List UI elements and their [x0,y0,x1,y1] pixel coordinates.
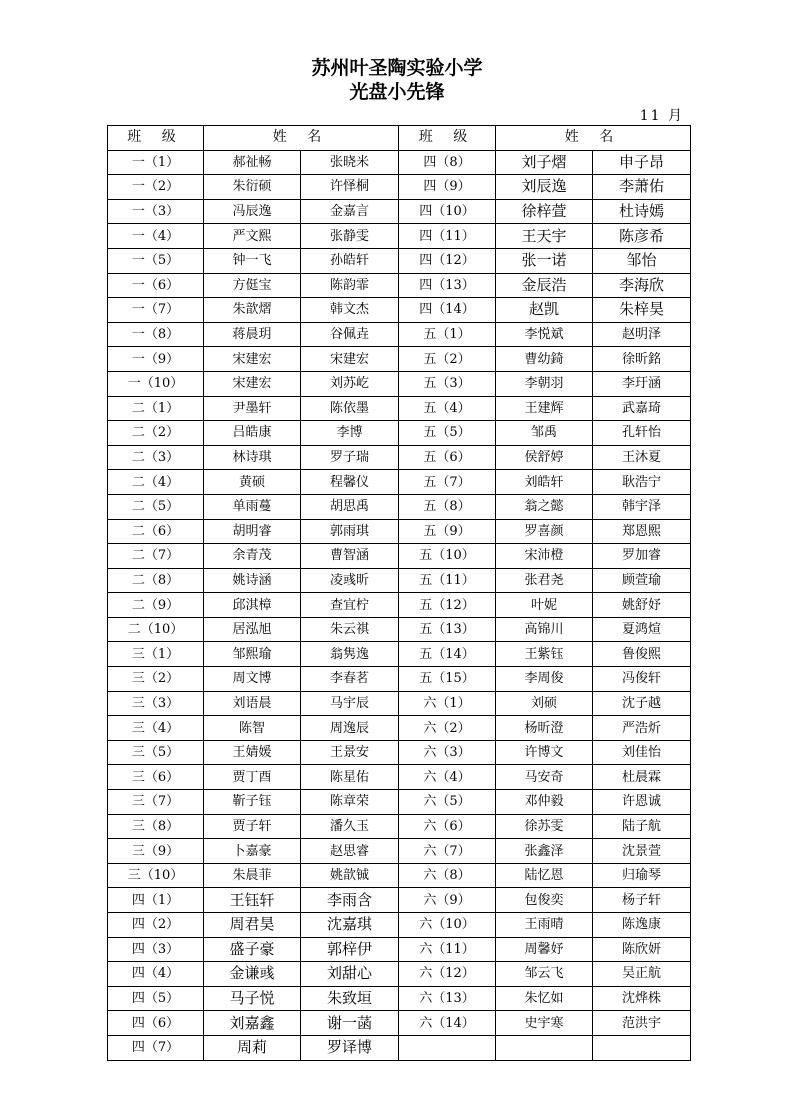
name-cell: 陈逸康 [593,913,691,938]
name-cell: 宋建宏 [204,347,301,372]
name-cell: 沈烨株 [593,986,691,1011]
class-cell: 一（8） [108,322,204,347]
name-cell: 沈嘉琪 [301,913,399,938]
table-row [108,863,691,888]
class-cell: 三（10） [108,863,204,888]
table-row [108,396,691,421]
table-row [108,913,691,938]
roster-table [107,125,691,1061]
name-cell: 朱云祺 [301,617,399,642]
name-cell: 王婧媛 [204,740,301,765]
class-cell: 五（12） [399,593,496,618]
name-cell: 谢一菡 [301,1011,399,1036]
class-cell: 二（8） [108,568,204,593]
class-cell [399,1035,496,1060]
class-cell: 四（8） [399,150,496,175]
class-cell: 六（8） [399,863,496,888]
name-cell: 刘苏屹 [301,371,399,396]
class-cell: 五（13） [399,617,496,642]
class-cell: 五（5） [399,421,496,446]
name-cell: 朱致垣 [301,986,399,1011]
table-row [108,150,691,175]
class-cell: 五（11） [399,568,496,593]
name-cell: 吴正航 [593,962,691,987]
name-cell: 鲁俊熙 [593,642,691,667]
name-cell: 陆子航 [593,814,691,839]
class-cell: 四（1） [108,888,204,913]
class-cell: 三（5） [108,740,204,765]
class-cell: 一（2） [108,175,204,200]
name-cell: 王建辉 [496,396,593,421]
class-cell: 四（14） [399,298,496,323]
name-cell: 翁隽逸 [301,642,399,667]
table-row [108,814,691,839]
table-row [108,691,691,716]
header-name-right: 姓 名 [496,126,691,151]
class-cell: 三（7） [108,790,204,815]
table-row [108,790,691,815]
name-cell: 王钰轩 [204,888,301,913]
class-cell: 三（6） [108,765,204,790]
name-cell: 韩宇泽 [593,494,691,519]
class-cell: 五（10） [399,544,496,569]
name-cell: 陈欣妍 [593,937,691,962]
name-cell: 邹熙瑜 [204,642,301,667]
table-row [108,642,691,667]
name-cell: 许怿桐 [301,175,399,200]
header-class-right: 班 级 [399,126,496,151]
header-name-left: 姓 名 [204,126,399,151]
class-cell: 三（2） [108,667,204,692]
name-cell: 单雨蔓 [204,494,301,519]
class-cell: 四（4） [108,962,204,987]
name-cell: 高锦川 [496,617,593,642]
class-cell: 四（10） [399,199,496,224]
table-row [108,519,691,544]
class-cell: 一（10） [108,371,204,396]
table-row [108,298,691,323]
table-row [108,199,691,224]
name-cell: 曹幼錡 [496,347,593,372]
name-cell: 朱歆熠 [204,298,301,323]
class-cell: 二（9） [108,593,204,618]
name-cell: 徐昕銘 [593,347,691,372]
class-cell: 六（7） [399,839,496,864]
name-cell: 李萧佑 [593,175,691,200]
table-row [108,494,691,519]
name-cell: 周逸辰 [301,716,399,741]
name-cell: 刘嘉鑫 [204,1011,301,1036]
table-row [108,248,691,273]
table-row [108,839,691,864]
name-cell: 罗加睿 [593,544,691,569]
name-cell: 孔轩怡 [593,421,691,446]
name-cell: 叶妮 [496,593,593,618]
name-cell: 郑恩熙 [593,519,691,544]
name-cell: 翁之懿 [496,494,593,519]
name-cell: 刘子熠 [496,150,593,175]
table-row [108,347,691,372]
name-cell: 李玗涵 [593,371,691,396]
name-cell: 李雨含 [301,888,399,913]
name-cell: 潘久玉 [301,814,399,839]
table-row [108,888,691,913]
name-cell: 邱淇樟 [204,593,301,618]
class-cell: 六（1） [399,691,496,716]
table-row [108,568,691,593]
table-row [108,175,691,200]
name-cell: 贾子轩 [204,814,301,839]
class-cell: 五（14） [399,642,496,667]
name-cell: 申子昂 [593,150,691,175]
name-cell: 刘辰逸 [496,175,593,200]
name-cell: 赵思睿 [301,839,399,864]
name-cell: 孙皓轩 [301,248,399,273]
name-cell: 李周俊 [496,667,593,692]
table-row [108,962,691,987]
name-cell: 陆忆恩 [496,863,593,888]
name-cell: 靳子钰 [204,790,301,815]
class-cell: 二（7） [108,544,204,569]
class-cell: 六（9） [399,888,496,913]
name-cell: 韩文杰 [301,298,399,323]
name-cell: 徐梓萱 [496,199,593,224]
name-cell [593,1035,691,1060]
header-class-left: 班 级 [108,126,204,151]
table-row [108,421,691,446]
table-header-row [108,126,691,151]
name-cell: 蒋晨玥 [204,322,301,347]
name-cell: 胡明睿 [204,519,301,544]
name-cell: 金辰浩 [496,273,593,298]
name-cell: 尹墨轩 [204,396,301,421]
table-row [108,371,691,396]
name-cell: 刘皓轩 [496,470,593,495]
page-title: 苏州叶圣陶实验小学 [311,57,483,79]
name-cell: 马宇辰 [301,691,399,716]
table-row [108,765,691,790]
name-cell: 周馨妤 [496,937,593,962]
name-cell: 张晓米 [301,150,399,175]
class-cell: 四（3） [108,937,204,962]
name-cell: 宋沛橙 [496,544,593,569]
class-cell: 一（1） [108,150,204,175]
name-cell: 杨昕澄 [496,716,593,741]
name-cell: 方侹宝 [204,273,301,298]
name-cell: 沈景萱 [593,839,691,864]
name-cell: 冯俊轩 [593,667,691,692]
name-cell: 许恩诚 [593,790,691,815]
table-row [108,1011,691,1036]
class-cell: 六（13） [399,986,496,1011]
class-cell: 三（9） [108,839,204,864]
class-cell: 一（6） [108,273,204,298]
name-cell: 胡思禹 [301,494,399,519]
class-cell: 三（3） [108,691,204,716]
class-cell: 三（1） [108,642,204,667]
name-cell: 邹禹 [496,421,593,446]
name-cell: 邓仲毅 [496,790,593,815]
name-cell: 王沐夏 [593,445,691,470]
name-cell: 凌彧昕 [301,568,399,593]
name-cell: 罗喜颜 [496,519,593,544]
name-cell: 郭梓伊 [301,937,399,962]
class-cell: 二（3） [108,445,204,470]
table-row [108,1035,691,1060]
class-cell: 五（3） [399,371,496,396]
class-cell: 二（2） [108,421,204,446]
class-cell: 五（15） [399,667,496,692]
class-cell: 一（3） [108,199,204,224]
name-cell: 周文博 [204,667,301,692]
name-cell: 徐苏雯 [496,814,593,839]
name-cell: 张一诺 [496,248,593,273]
name-cell: 郝祉畅 [204,150,301,175]
name-cell: 马子悦 [204,986,301,1011]
name-cell: 吕皓康 [204,421,301,446]
name-cell: 李朝羽 [496,371,593,396]
name-cell: 武嘉琦 [593,396,691,421]
name-cell: 侯舒婷 [496,445,593,470]
name-cell: 李春茗 [301,667,399,692]
class-cell: 六（12） [399,962,496,987]
name-cell: 顾萱瑜 [593,568,691,593]
class-cell: 四（6） [108,1011,204,1036]
name-cell: 赵凯 [496,298,593,323]
name-cell: 陈韵霏 [301,273,399,298]
name-cell: 周莉 [204,1035,301,1060]
name-cell: 杜诗嫣 [593,199,691,224]
class-cell: 四（13） [399,273,496,298]
name-cell: 耿浩宁 [593,470,691,495]
class-cell: 一（4） [108,224,204,249]
name-cell: 归瑜琴 [593,863,691,888]
name-cell: 邹怡 [593,248,691,273]
name-cell: 钟一飞 [204,248,301,273]
name-cell: 宋建宏 [301,347,399,372]
name-cell: 严浩炘 [593,716,691,741]
name-cell: 朱梓昊 [593,298,691,323]
table-row [108,617,691,642]
class-cell: 四（11） [399,224,496,249]
name-cell: 杨子轩 [593,888,691,913]
name-cell: 马安奇 [496,765,593,790]
class-cell: 一（7） [108,298,204,323]
name-cell: 卜嘉豪 [204,839,301,864]
class-cell: 六（6） [399,814,496,839]
name-cell: 张鑫泽 [496,839,593,864]
class-cell: 一（9） [108,347,204,372]
name-cell: 刘语晨 [204,691,301,716]
name-cell: 严文熙 [204,224,301,249]
name-cell: 陈依墨 [301,396,399,421]
name-cell: 盛子豪 [204,937,301,962]
name-cell [496,1035,593,1060]
table-row [108,937,691,962]
name-cell: 谷佩垚 [301,322,399,347]
name-cell: 包俊奕 [496,888,593,913]
table-row [108,544,691,569]
name-cell: 姚诗涵 [204,568,301,593]
table-row [108,224,691,249]
name-cell: 刘佳怡 [593,740,691,765]
class-cell: 二（5） [108,494,204,519]
class-cell: 三（4） [108,716,204,741]
name-cell: 张静雯 [301,224,399,249]
class-cell: 四（5） [108,986,204,1011]
class-cell: 六（4） [399,765,496,790]
name-cell: 陈智 [204,716,301,741]
name-cell: 黄硕 [204,470,301,495]
name-cell: 周君昊 [204,913,301,938]
class-cell: 二（4） [108,470,204,495]
name-cell: 郭雨琪 [301,519,399,544]
table-row [108,273,691,298]
class-cell: 六（10） [399,913,496,938]
name-cell: 朱衍硕 [204,175,301,200]
class-cell: 五（1） [399,322,496,347]
name-cell: 陈章荣 [301,790,399,815]
name-cell: 金谦彧 [204,962,301,987]
name-cell: 贾丁酉 [204,765,301,790]
class-cell: 六（14） [399,1011,496,1036]
table-row [108,986,691,1011]
class-cell: 四（7） [108,1035,204,1060]
name-cell: 王景安 [301,740,399,765]
class-cell: 五（7） [399,470,496,495]
class-cell: 六（5） [399,790,496,815]
table-row [108,445,691,470]
name-cell: 夏鸿煊 [593,617,691,642]
class-cell: 三（8） [108,814,204,839]
class-cell: 六（11） [399,937,496,962]
name-cell: 赵明泽 [593,322,691,347]
name-cell: 邹云飞 [496,962,593,987]
table-row [108,667,691,692]
name-cell: 杜晨霖 [593,765,691,790]
class-cell: 六（3） [399,740,496,765]
name-cell: 许博文 [496,740,593,765]
name-cell: 刘硕 [496,691,593,716]
table-row [108,470,691,495]
name-cell: 沈子越 [593,691,691,716]
name-cell: 姚舒妤 [593,593,691,618]
name-cell: 王天宇 [496,224,593,249]
name-cell: 李博 [301,421,399,446]
name-cell: 王雨晴 [496,913,593,938]
name-cell: 罗译博 [301,1035,399,1060]
name-cell: 姚歆铖 [301,863,399,888]
class-cell: 一（5） [108,248,204,273]
class-cell: 六（2） [399,716,496,741]
name-cell: 余青茂 [204,544,301,569]
name-cell: 程馨仪 [301,470,399,495]
class-cell: 五（9） [399,519,496,544]
class-cell: 五（4） [399,396,496,421]
name-cell: 李悦斌 [496,322,593,347]
table-row [108,322,691,347]
class-cell: 四（9） [399,175,496,200]
name-cell: 刘甜心 [301,962,399,987]
class-cell: 五（2） [399,347,496,372]
table-row [108,593,691,618]
name-cell: 范洪宇 [593,1011,691,1036]
name-cell: 张君尧 [496,568,593,593]
class-cell: 四（12） [399,248,496,273]
page-subtitle: 光盘小先锋 [349,81,445,103]
name-cell: 曹智涵 [301,544,399,569]
class-cell: 二（1） [108,396,204,421]
name-cell: 金嘉言 [301,199,399,224]
name-cell: 王紫钰 [496,642,593,667]
name-cell: 罗子瑞 [301,445,399,470]
name-cell: 冯辰逸 [204,199,301,224]
name-cell: 陈星佑 [301,765,399,790]
class-cell: 二（10） [108,617,204,642]
table-row [108,740,691,765]
class-cell: 五（8） [399,494,496,519]
table-row [108,716,691,741]
name-cell: 查宜柠 [301,593,399,618]
name-cell: 朱忆如 [496,986,593,1011]
class-cell: 二（6） [108,519,204,544]
name-cell: 李海欣 [593,273,691,298]
class-cell: 四（2） [108,913,204,938]
name-cell: 朱晨菲 [204,863,301,888]
name-cell: 居泓旭 [204,617,301,642]
name-cell: 林诗琪 [204,445,301,470]
month-label: 11 月 [639,108,684,124]
name-cell: 宋建宏 [204,371,301,396]
name-cell: 史宇寒 [496,1011,593,1036]
class-cell: 五（6） [399,445,496,470]
name-cell: 陈彦希 [593,224,691,249]
